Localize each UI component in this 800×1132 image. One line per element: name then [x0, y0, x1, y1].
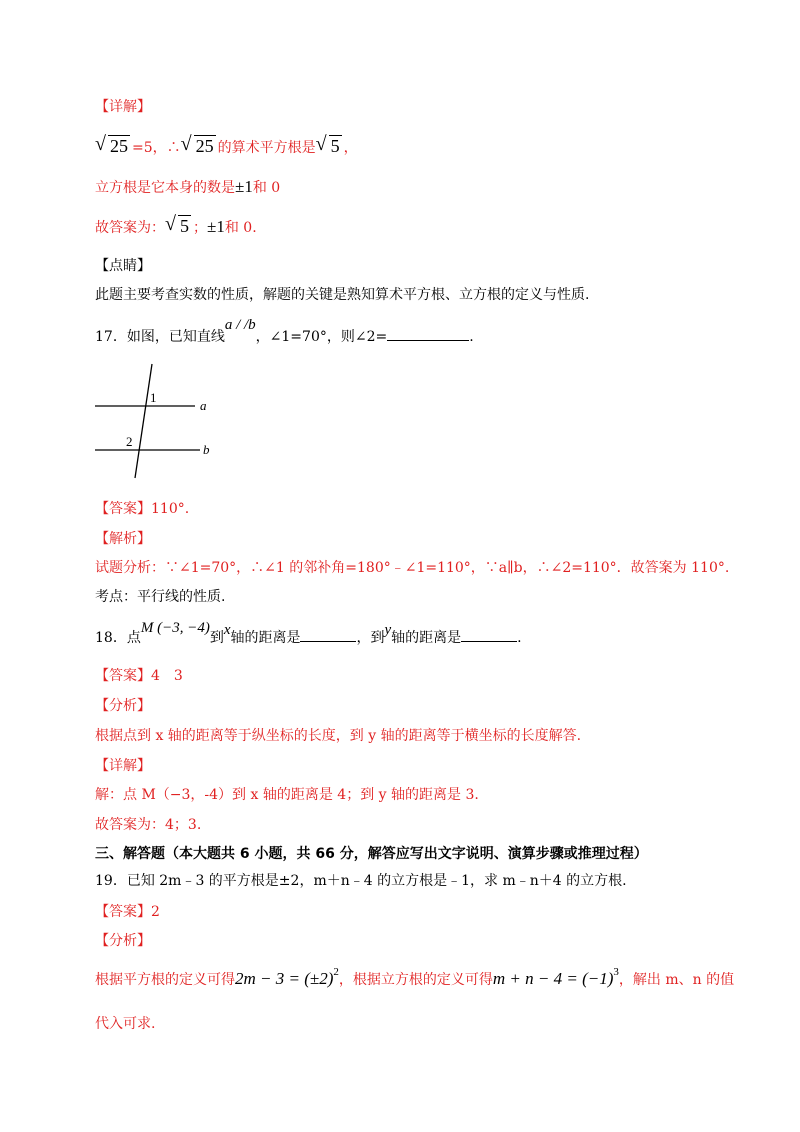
q17-analysis-header: 【解析】 [95, 531, 151, 547]
parallel-lines-figure [90, 362, 230, 482]
sqrt-25-a: √ 25 [95, 133, 128, 156]
q18-answer: 【答案】4 3 [95, 668, 183, 684]
q18-analysis-header: 【分析】 [95, 698, 151, 714]
transversal [135, 364, 152, 478]
q18-final: 故答案为：4；3. [95, 817, 202, 833]
sqrt-25-b: √ 25 [180, 133, 214, 156]
q16-detail-line1: √ 25 =5，∴ √ 25 的算术平方根是 √ 5 ， [95, 133, 358, 156]
q18-analysis: 根据点到 x 轴的距离等于纵坐标的长度，到 y 轴的距离等于横坐标的长度解答. [95, 728, 582, 744]
q16-detail-header: 【详解】 [95, 99, 151, 115]
q18-blank-1 [300, 627, 356, 642]
q16-detail-line3: 故答案为： √ 5 ；±1和 0. [95, 213, 257, 236]
sqrt-5-a: √ 5 [315, 133, 340, 156]
q19-analysis-line1: 根据平方根的定义可得$2m - 3 = (\pm 2)^2$，根据立方根的定义可得$m + n - 4 = (-1)^3$，解出 m、n 的值 [95, 966, 735, 988]
q18-detail: 解：点 M（−3，-4）到 x 轴的距离是 4；到 y 轴的距离是 3. [95, 787, 479, 803]
q16-detail-line2: 立方根是它本身的数是±1和 0 [95, 177, 281, 196]
q19-question: 19．已知 2m﹣3 的平方根是±2，m＋n﹣4 的立方根是﹣1，求 m﹣n＋4 的立方根. [95, 873, 627, 889]
q19-analysis-line2: 代入可求. [95, 1016, 156, 1032]
q17-answer: 【答案】110°. [95, 501, 190, 517]
q19-answer: 【答案】2 [95, 904, 160, 920]
q16-comment-text: 此题主要考查实数的性质，解题的关键是熟知算术平方根、立方根的定义与性质. [95, 287, 590, 303]
q18-blank-2 [461, 627, 517, 642]
q16-comment-header: 【点睛】 [95, 258, 151, 274]
section3-title: 三、解答题（本大题共 6 小题，共 66 分，解答应写出文字说明、演算步骤或推理过程） [95, 846, 648, 862]
line-b-label: b [203, 442, 210, 457]
q17-answer-blank [387, 326, 469, 341]
angle-1-label: 1 [150, 390, 157, 405]
eq-square: 2m − 3 = (±2) [235, 969, 334, 988]
q19-analysis-header: 【分析】 [95, 933, 151, 949]
q18-detail-header: 【详解】 [95, 758, 151, 774]
q17-analysis: 试题分析：∵∠1=70°，∴∠1 的邻补角=180°﹣∠1=110°，∵a∥b，∴∠2=110°．故答案为 110°. [95, 560, 730, 576]
angle-2-label: 2 [126, 434, 133, 449]
q17-kaodian: 考点：平行线的性质. [95, 589, 226, 605]
q17-question: 17．如图，已知直线a / /b，∠1=70°，则∠2= . [95, 317, 474, 345]
eq-cube: m + n − 4 = (−1) [492, 969, 614, 988]
q18-question: 18．点M (−3, −4)到x轴的距离是 ，到y轴的距离是 . [95, 620, 522, 646]
sqrt-5-b: √ 5 [165, 213, 189, 236]
line-a-label: a [200, 398, 207, 413]
